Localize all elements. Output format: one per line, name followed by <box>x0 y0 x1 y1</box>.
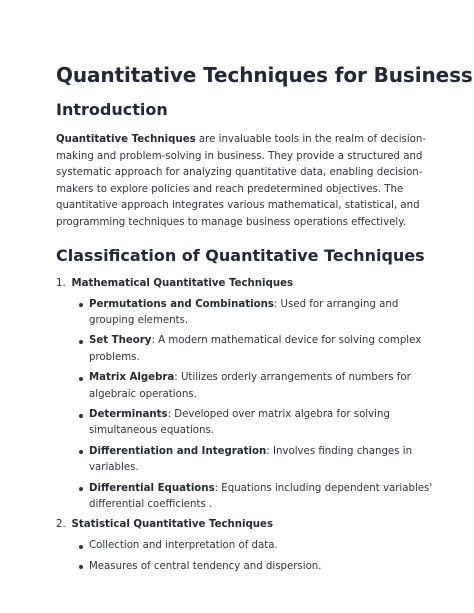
introduction-text: are invaluable tools in the realm of decision-making and problem-solving in business. They provide a structured and systematic approach for analyzing quantitative data, enabling decision-makers to explore policies and reach predetermined objectives. The quantitative approach integrates various mathematical, statistical, and programming techniques to manage business operations effectively. <box>56 134 427 228</box>
bullet-list <box>56 297 436 514</box>
list-item-desc: : Used for arranging and grouping elements. <box>89 298 399 326</box>
introduction-heading: Introduction <box>56 100 168 119</box>
bullet-list <box>56 538 436 575</box>
list-item-term: Determinants <box>89 409 168 420</box>
section-title <box>56 276 436 292</box>
list-item-term: Differential Equations <box>89 482 215 494</box>
list-item-desc: : Utilizes orderly arrangements of numbers for algebraic operations. <box>89 372 411 400</box>
section-title-text: Statistical Quantitative Techniques <box>71 519 274 531</box>
list-item <box>79 444 436 477</box>
list-item-desc: : A modern mathematical device for solving complex problems. <box>89 335 422 363</box>
section-mathematical <box>56 276 436 514</box>
section-title <box>56 517 436 533</box>
section-statistical <box>56 517 436 575</box>
list-item <box>79 407 436 440</box>
document-page <box>56 60 473 579</box>
list-item: Measures of central tendency and dispersion. <box>79 559 436 575</box>
list-item-term: Permutations and Combinations <box>89 298 274 310</box>
section-title-text: Mathematical Quantitative Techniques <box>71 277 294 289</box>
list-item: Collection and interpretation of data. <box>79 538 436 554</box>
list-item-term: Differentiation and Integration <box>89 445 267 457</box>
list-item-desc: : Developed over matrix algebra for solving simultaneous equations. <box>89 409 390 437</box>
classification-list <box>56 276 436 576</box>
list-item <box>79 333 436 366</box>
list-item-desc: : Equations including dependent variables' differential coefficients . <box>89 482 433 511</box>
list-item <box>79 297 436 330</box>
classification-heading: Classification of Quantitative Techniques <box>56 245 425 265</box>
introduction-paragraph <box>56 132 436 232</box>
list-item-term: Matrix Algebra <box>89 372 175 384</box>
list-item-desc: : Involves finding changes in variables. <box>89 445 413 474</box>
section-number: 2. <box>56 519 66 531</box>
section-number: 1. <box>56 277 66 289</box>
list-item-term: Set Theory <box>89 335 152 347</box>
list-item <box>79 370 436 403</box>
introduction-lead-term: Quantitative Techniques <box>56 134 196 145</box>
list-item <box>79 481 436 514</box>
document-title: Quantitative Techniques for Business <box>56 63 473 87</box>
